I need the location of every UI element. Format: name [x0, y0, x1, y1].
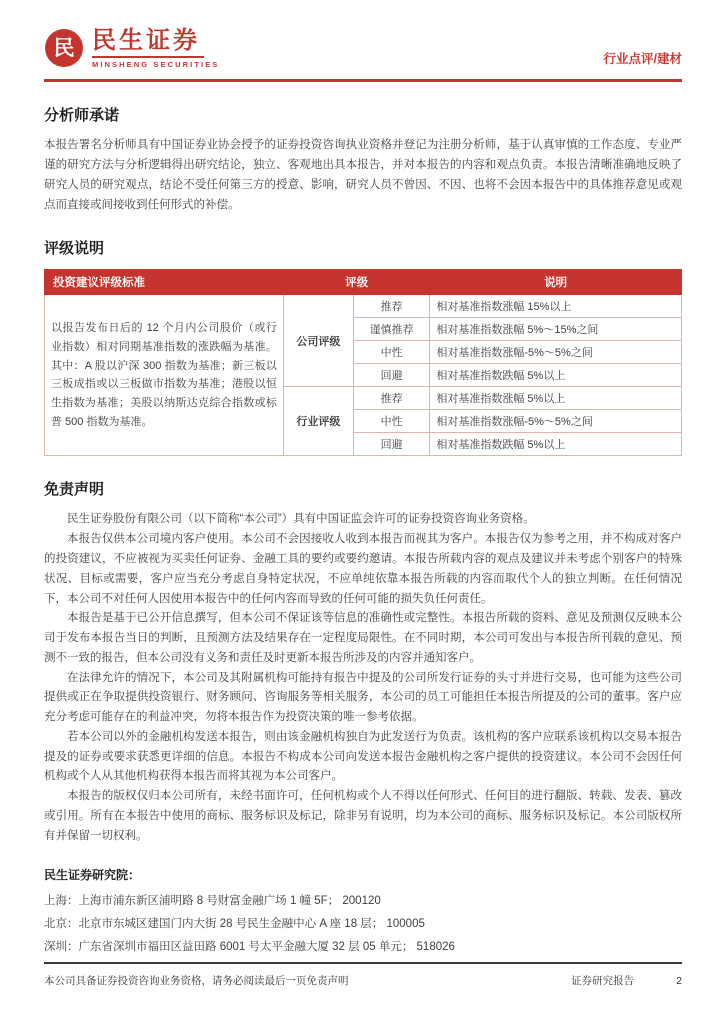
analyst-commitment-title: 分析师承诺: [44, 107, 120, 125]
doc-type-label: 行业点评/建材: [603, 52, 682, 67]
brand-name-en: MINSHENG SECURITIES: [92, 60, 220, 70]
svg-text:民: 民: [53, 37, 75, 60]
footer-qualification-note: 本公司具备证券投资咨询业务资格，请务必阅读最后一页免责声明: [44, 975, 349, 987]
analyst-commitment-text: 本报告署名分析师具有中国证券业协会授予的证券投资咨询执业资格并登记为注册分析师，基于认真审慎的工作态度、专业严谨的研究方法与分析逻辑得出研究结论，独立、客观地出具本报告，并对本报告的内容和观点负责。本报告清晰准确地反映了研究人员的研究观点，结论不受任何第三方的授意、影响，研究人员不曾因、不因、也将不会因本报告中的具体推荐意见或观点而直接或间接收到任何形式的补偿。: [44, 139, 682, 211]
rating-desc-cell: 相对基准指数涨幅 5%以上: [430, 387, 682, 410]
disclaimer-paragraph: 在法律允许的情况下，本公司及其附属机构可能持有报告中提及的公司所发行证券的头寸并进行交易，也可能为这些公司提供或正在争取提供投资银行、财务顾问、咨询服务等相关服务，本公司的员工可能担任本报告所提及的公司的董事。客户应充分考虑可能存在的利益冲突，勿将本报告作为投资决策的唯一参考依据。: [44, 671, 682, 724]
institute-address-beijing: 北京：北京市东城区建国门内大街 28 号民生金融中心 A 座 18 层； 100005: [44, 918, 425, 931]
rating-grade-cell: 推荐: [353, 387, 429, 410]
disclaimer-paragraph: 本报告仅供本公司境内客户使用。本公司不会因接收人收到本报告而视其为客户。本报告仅为参考之用，并不构成对客户的投资建议，不应被视为买卖任何证券、金融工具的要约或要约邀请。本报告所载内容的观点及建议并未考虑个别客户的特殊状况、目标或需要，客户应当充分考虑自身特定状况，不应单纯依靠本报告所载的内容而取代个人的独立判断。在任何情况下，本公司不对任何人因使用本报告中的任何内容而导致的任何可能的损失负任何责任。: [44, 533, 682, 605]
institute-address-shanghai: 上海：上海市浦东新区浦明路 8 号财富金融广场 1 幢 5F； 200120: [44, 895, 381, 908]
institute-address-shenzhen: 深圳：广东省深圳市福田区益田路 6001 号太平金融大厦 32 层 05 单元； 518026: [44, 941, 455, 954]
disclaimer-paragraph: 本报告的版权仅归本公司所有，未经书面许可，任何机构或个人不得以任何形式、任何目的进行翻版、转载、发表、篡改或引用。所有在本报告中使用的商标、服务标识及标记，除非另有说明，均为本公司的商标、服务标识及标记。本公司版权所有并保留一切权利。: [44, 790, 682, 842]
rating-header-desc: 说明: [430, 270, 682, 295]
rating-table: [44, 269, 682, 456]
rating-grade-cell: 回避: [353, 433, 429, 456]
disclaimer-paragraph: 若本公司以外的金融机构发送本报告，则由该金融机构独自为此发送行为负责。该机构的客户应联系该机构以交易本报告提及的证券或要求获悉更详细的信息。本报告不构成本公司向发送本报告金融机构之客户提供的投资建议。本公司不会因任何机构或个人从其他机构获得本报告而将其视为本公司客户。: [44, 730, 682, 783]
logo-text: [92, 28, 219, 69]
disclaimer-paragraph: 民生证券股份有限公司（以下简称“本公司”）具有中国证监会许可的证券投资咨询业务资格。: [67, 513, 535, 526]
minsheng-logo: [44, 28, 219, 69]
disclaimer-body: [44, 510, 682, 846]
rating-header-grade: 评级: [283, 270, 430, 295]
rating-header-row: [45, 270, 682, 295]
rating-desc-cell: 相对基准指数涨幅 15%以上: [430, 295, 682, 318]
rating-section-title: 评级说明: [44, 240, 105, 258]
brand-underline: [92, 56, 204, 58]
company-rating-group-cell: 公司评级: [283, 295, 353, 387]
rating-desc-cell: 相对基准指数涨幅-5%～5%之间: [430, 410, 682, 433]
disclaimer-paragraph: 本报告是基于已公开信息撰写，但本公司不保证该等信息的准确性或完整性。本报告所载的资料、意见及预测仅反映本公司于发布本报告当日的判断，且预测方法及结果存在一定程度局限性。在不同时期，本公司可发出与本报告所刊载的意见、预测不一致的报告，但本公司没有义务和责任及时更新本报告所涉及的内容并通知客户。: [44, 612, 682, 664]
header-divider: [44, 79, 682, 82]
page-header: [44, 28, 682, 69]
rating-grade-cell: 中性: [353, 410, 429, 433]
rating-desc-cell: 相对基准指数跌幅 5%以上: [430, 364, 682, 387]
brand-name: 民生证券: [92, 27, 200, 54]
footer-right: [571, 973, 682, 988]
rating-criteria-cell: 以报告发布日后的 12 个月内公司股价（或行业指数）相对同期基准指数的涨跌幅为基准。其中：A 股以沪深 300 指数为基准；新三板以三板成指或以三板做市指数为基准；港股以恒生指数为基准；美股以纳斯达克综合指数或标普 500 指数为基准。: [45, 295, 284, 456]
page-number: 2: [676, 975, 682, 987]
rating-desc-cell: 相对基准指数涨幅-5%～5%之间: [430, 341, 682, 364]
footer-report-type: 证券研究报告: [571, 975, 635, 987]
disclaimer-title: 免责声明: [44, 481, 105, 499]
minsheng-logo-icon: [44, 28, 84, 68]
rating-grade-cell: 谨慎推荐: [353, 318, 429, 341]
rating-desc-cell: 相对基准指数涨幅 5%～15%之间: [430, 318, 682, 341]
rating-header-criteria: 投资建议评级标准: [45, 270, 284, 295]
industry-rating-group-cell: 行业评级: [283, 387, 353, 456]
rating-grade-cell: 中性: [353, 341, 429, 364]
rating-desc-cell: 相对基准指数跌幅 5%以上: [430, 433, 682, 456]
rating-grade-cell: 回避: [353, 364, 429, 387]
table-row: [45, 295, 682, 318]
page-footer: [44, 962, 682, 988]
rating-grade-cell: 推荐: [353, 295, 429, 318]
institute-title: 民生证券研究院：: [44, 868, 141, 883]
